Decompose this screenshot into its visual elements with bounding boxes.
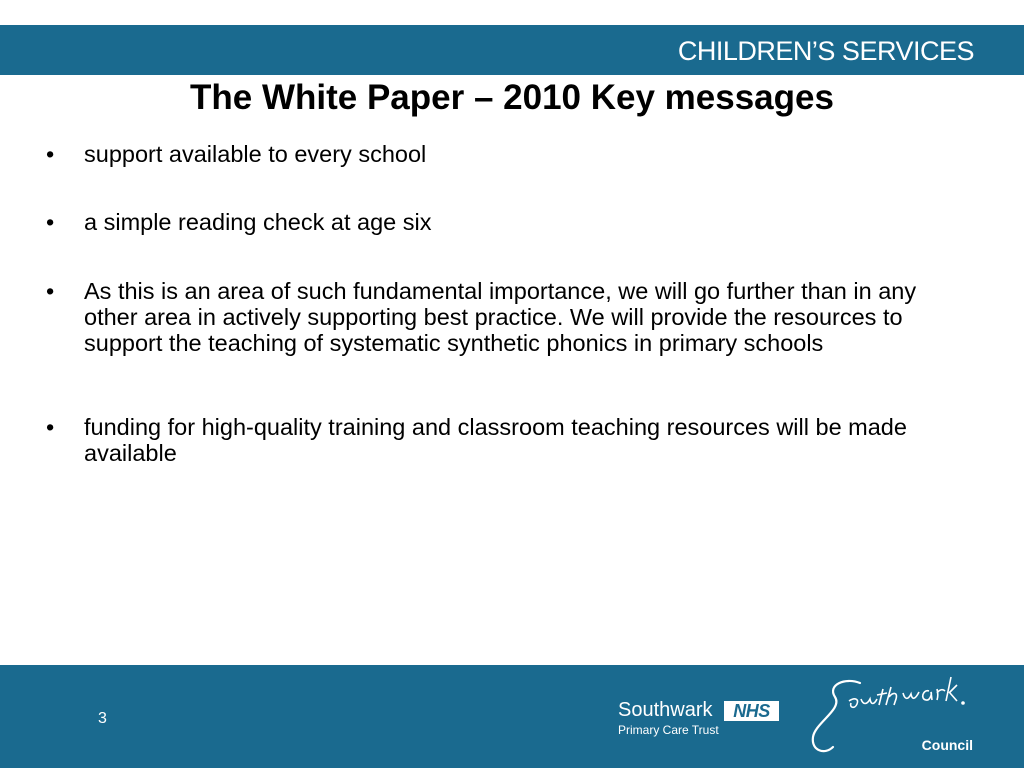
nhs-badge: NHS (724, 701, 779, 721)
pct-logo-subtitle: Primary Care Trust (618, 723, 719, 737)
header-banner (0, 25, 1024, 75)
bullet-marker: • (46, 209, 55, 235)
page-number: 3 (98, 710, 107, 727)
bullet-marker: • (46, 414, 55, 440)
bullet-marker: • (46, 141, 55, 167)
southwark-pct-logo (618, 698, 788, 738)
bullet-text: funding for high-quality training and classroom teaching resources will be made available (84, 414, 907, 466)
bullet-item (46, 278, 974, 356)
bullet-text: support available to every school (84, 141, 427, 167)
banner-text: CHILDREN’S SERVICES (677, 36, 974, 66)
bullet-text: a simple reading check at age six (84, 209, 432, 235)
bullet-item (46, 141, 974, 167)
bullet-marker: • (46, 278, 55, 304)
council-label: Council (921, 737, 973, 753)
bullet-item (46, 414, 974, 466)
slide-title: The White Paper – 2010 Key messages (190, 78, 834, 117)
southwark-council-logo (805, 675, 985, 765)
bullet-text: As this is an area of such fundamental importance, we will go further than in any other area in actively supporting best practice. We will provide the resources to support the teaching of systematic synthetic phonics in primary schools (84, 278, 917, 356)
bullet-item (46, 209, 974, 235)
footer-banner (0, 665, 1024, 768)
pct-logo-name: Southwark (618, 699, 713, 721)
